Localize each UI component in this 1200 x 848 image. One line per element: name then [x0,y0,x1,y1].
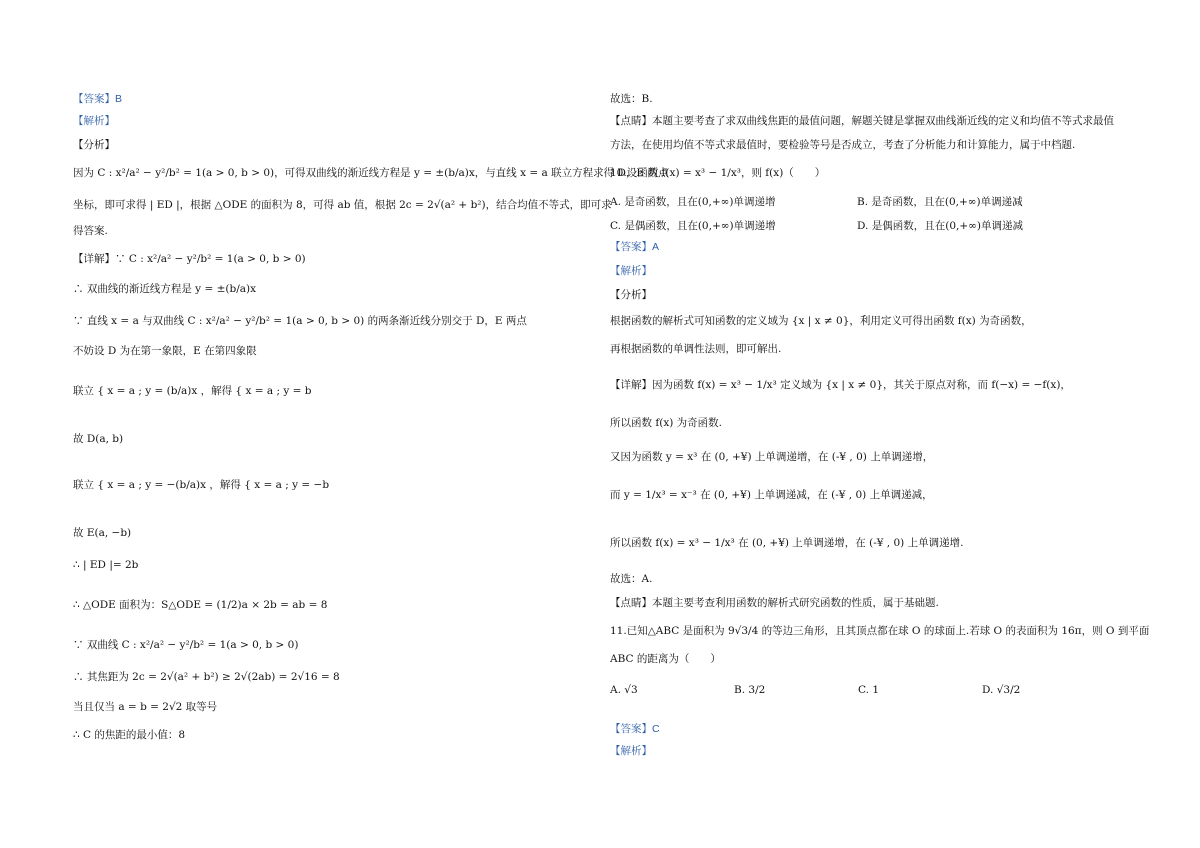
paragraph: 不妨设 D 为在第一象限，E 在第四象限 [73,345,257,357]
analysis-label: 【解析】 [610,265,652,277]
paragraph: 当且仅当 a = b = 2√2 取等号 [73,701,218,713]
paragraph: ∵ 双曲线 C : x²/a² − y²/b² = 1(a > 0, b > 0) [73,639,299,651]
paragraph: 所以函数 f(x) = x³ − 1/x³ 在 (0, +¥) 上单调递增，在 (-¥ , 0) 上单调递增. [610,537,964,549]
paragraph: 所以函数 f(x) 为奇函数. [610,417,723,429]
equation-system: 联立 { x = a ; y = −(b/a)x ，解得 { x = a ; y = −b [73,479,330,491]
question-11: 11.已知△ABC 是面积为 9√3/4 的等边三角形，且其顶点都在球 O 的球面上.若球 O 的表面积为 16π，则 O 到平面 [610,625,1150,637]
equation-system: 联立 { x = a ; y = (b/a)x ，解得 { x = a ; y = b [73,385,312,397]
paragraph: ∴ | ED |= 2b [73,559,139,571]
paragraph: 【分析】 [73,139,115,151]
answer-label: 【答案】A [610,241,660,253]
paragraph: 故选：A. [610,573,653,585]
q11-option-b: B. 3/2 [734,684,766,696]
paragraph: 再根据函数的单调性法则，即可解出. [610,343,782,355]
answer-label: 【答案】B [73,93,123,105]
q10-option-d: D. 是偶函数，且在(0,+∞)单调递减 [857,220,1023,232]
paragraph: 【点睛】本题主要考查利用函数的解析式研究函数的性质，属于基础题. [610,597,939,609]
paragraph: 【点睛】本题主要考查了求双曲线焦距的最值问题，解题关键是掌握双曲线渐近线的定义和均值不等式求最值 [610,115,1114,127]
answer-label: 【答案】C [610,723,660,735]
paragraph: 又因为函数 y = x³ 在 (0, +¥) 上单调递增，在 (-¥ , 0) 上单调递增， [610,451,934,463]
paragraph: 根据函数的解析式可知函数的定义域为 {x | x ≠ 0}，利用定义可得出函数 f(x) 为奇函数， [610,315,1032,327]
q11-option-a: A. √3 [610,684,638,696]
analysis-label: 【解析】 [610,745,652,757]
q11-option-c: C. 1 [858,684,880,696]
paragraph: 方法，在使用均值不等式求最值时，要检验等号是否成立，考查了分析能力和计算能力，属于中档题. [610,139,1076,151]
q10-option-a: A. 是奇函数，且在(0,+∞)单调递增 [610,196,776,208]
q11-option-d: D. √3/2 [982,684,1021,696]
question-10: 10.设函数 f(x) = x³ − 1/x³，则 f(x)（ ） [610,167,826,179]
paragraph: 故 E(a, −b) [73,527,132,539]
paragraph: 因为 C : x²/a² − y²/b² = 1(a > 0, b > 0)，可得双曲线的渐近线方程是 y = ±(b/a)x，与直线 x = a 联立方程求得 D，E 两点 [73,167,669,179]
paragraph: ∴ 其焦距为 2c = 2√(a² + b²) ≥ 2√(2ab) = 2√16 = 8 [73,671,340,683]
paragraph: 坐标，即可求得 | ED |，根据 △ODE 的面积为 8，可得 ab 值，根据 2c = 2√(a² + b²)，结合均值不等式，即可求 [73,199,612,211]
paragraph: ABC 的距离为（ ） [610,653,721,665]
paragraph: ∴ C 的焦距的最小值：8 [73,729,186,741]
analysis-label: 【解析】 [73,115,115,127]
q10-option-b: B. 是奇函数，且在(0,+∞)单调递减 [857,196,1023,208]
paragraph: 【详解】因为函数 f(x) = x³ − 1/x³ 定义域为 {x | x ≠ 0}，其关于原点对称，而 f(−x) = −f(x)， [610,379,1071,391]
q10-option-c: C. 是偶函数，且在(0,+∞)单调递增 [610,220,776,232]
paragraph: 而 y = 1/x³ = x⁻³ 在 (0, +¥) 上单调递减，在 (-¥ , 0) 上单调递减， [610,489,933,501]
paragraph: 得答案. [73,225,108,237]
paragraph: 【详解】∵ C : x²/a² − y²/b² = 1(a > 0, b > 0) [73,253,306,265]
paragraph: ∴ △ODE 面积为：S△ODE = (1/2)a × 2b = ab = 8 [73,599,328,611]
paragraph: 故选：B. [610,93,653,105]
paragraph: 【分析】 [610,289,652,301]
paragraph: ∴ 双曲线的渐近线方程是 y = ±(b/a)x [73,283,257,295]
paragraph: ∵ 直线 x = a 与双曲线 C : x²/a² − y²/b² = 1(a > 0, b > 0) 的两条渐近线分别交于 D，E 两点 [73,315,527,327]
paragraph: 故 D(a, b) [73,433,124,445]
